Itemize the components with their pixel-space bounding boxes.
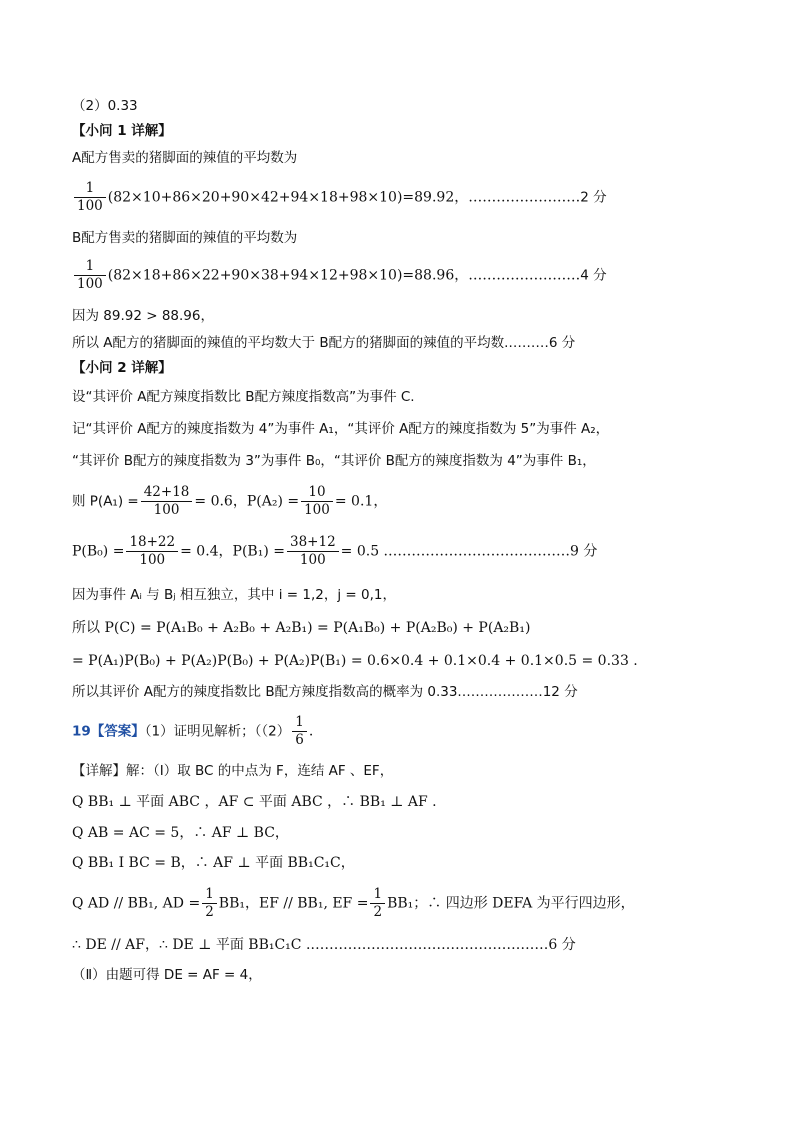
subquestion-1-heading: 【小问 1 详解】: [72, 123, 172, 139]
formula-prob-a: 则 P(A₁) = $\frac{42+18}{100}$ = 0.6，P(A₂) = $\frac{10}{100}$ = 0.1，: [72, 484, 388, 518]
part-2-answer: （2）0.33: [72, 98, 138, 114]
proof-line-3: Q BB₁ I BC = B，∴ AF ⊥ 平面 BB₁C₁C，: [72, 855, 355, 871]
fraction: $\frac{38+12}{100}$: [287, 534, 339, 569]
fraction: $\frac{1}{2}$: [370, 886, 385, 921]
q19-answer: 19【答案】（1）证明见解析；（（2） $\frac{1}{6}$ .: [72, 714, 314, 748]
fraction: $\frac{10}{100}$: [301, 484, 333, 519]
fraction: $\frac{18+22}{100}$: [126, 534, 178, 569]
fraction: $\frac{1}{2}$: [202, 886, 217, 921]
formula-a-mean: $\frac{1}{100}$ (82×10+86×20+90×42+94×18+98×10)=89.92，……………………2 分: [72, 180, 607, 215]
text-define-events-a: 记“其评价 A配方的辣度指数为 4”为事件 A₁，“其评价 A配方的辣度指数为 5”为事件 A₂，: [72, 421, 610, 437]
formula-prob-b: P(B₀) = $\frac{18+22}{100}$ = 0.4，P(B₁) = $\frac{38+12}{100}$ = 0.5 .…………………………………9 分: [72, 534, 598, 568]
proof-line-4: Q AD // BB₁, AD = $\frac{1}{2}$ BB₁，EF // BB₁, EF = $\frac{1}{2}$ BB₁；∴ 四边形 DEFA 为平行四边形，: [72, 886, 635, 920]
formula-b-mean: $\frac{1}{100}$ (82×18+86×22+90×38+94×12+98×10)=88.96，……………………4 分: [72, 258, 607, 293]
text-define-events-b: “其评价 B配方的辣度指数为 3”为事件 B₀，“其评价 B配方的辣度指数为 4”为事件 B₁，: [72, 453, 596, 469]
fraction: $\frac{1}{100}$: [74, 180, 106, 215]
text-define-event-c: 设“其评价 A配方辣度指数比 B配方辣度指数高”为事件 C.: [72, 389, 415, 405]
proof-line-5: ∴ DE // AF，∴ DE ⊥ 平面 BB₁C₁C .……………………………………………6 分: [72, 937, 576, 953]
text-a-mean-intro: A配方售卖的猪脚面的辣值的平均数为: [72, 150, 298, 166]
text-compare: 因为 89.92 > 88.96，: [72, 308, 214, 324]
subquestion-2-heading: 【小问 2 详解】: [72, 360, 172, 376]
text-conclusion-2: 所以其评价 A配方的辣度指数比 B配方辣度指数高的概率为 0.33.………………12 分: [72, 684, 578, 700]
proof-line-1: Q BB₁ ⊥ 平面 ABC ，AF ⊂ 平面 ABC ，∴ BB₁ ⊥ AF .: [72, 794, 437, 810]
score: 4 分: [580, 267, 607, 284]
part-2-solution-start: （Ⅱ）由题可得 DE = AF = 4，: [72, 967, 262, 983]
proof-line-2: Q AB = AC = 5，∴ AF ⊥ BC，: [72, 825, 289, 841]
formula-pc-result: = P(A₁)P(B₀) + P(A₂)P(B₀) + P(A₂)P(B₁) = 0.6×0.4 + 0.1×0.4 + 0.1×0.5 = 0.33 .: [72, 653, 638, 669]
fraction: $\frac{42+18}{100}$: [141, 484, 193, 519]
fraction: $\frac{1}{6}$: [292, 714, 307, 749]
formula-pc-expand: 所以 P(C) = P(A₁B₀ + A₂B₀ + A₂B₁) = P(A₁B₀) + P(A₂B₀) + P(A₂B₁): [72, 620, 531, 636]
text-b-mean-intro: B配方售卖的猪脚面的辣值的平均数为: [72, 230, 298, 246]
answer-label: 19【答案】: [72, 723, 145, 740]
text-conclusion-1: 所以 A配方的猪脚面的辣值的平均数大于 B配方的猪脚面的辣值的平均数.………6 分: [72, 335, 576, 351]
text-independence: 因为事件 Aᵢ 与 Bⱼ 相互独立，其中 i = 1,2，j = 0,1，: [72, 587, 396, 603]
text-solution-start: 【详解】解：（Ⅰ）取 BC 的中点为 F，连结 AF 、EF，: [72, 763, 394, 779]
fraction: $\frac{1}{100}$: [74, 258, 106, 293]
score: 2 分: [580, 189, 607, 206]
